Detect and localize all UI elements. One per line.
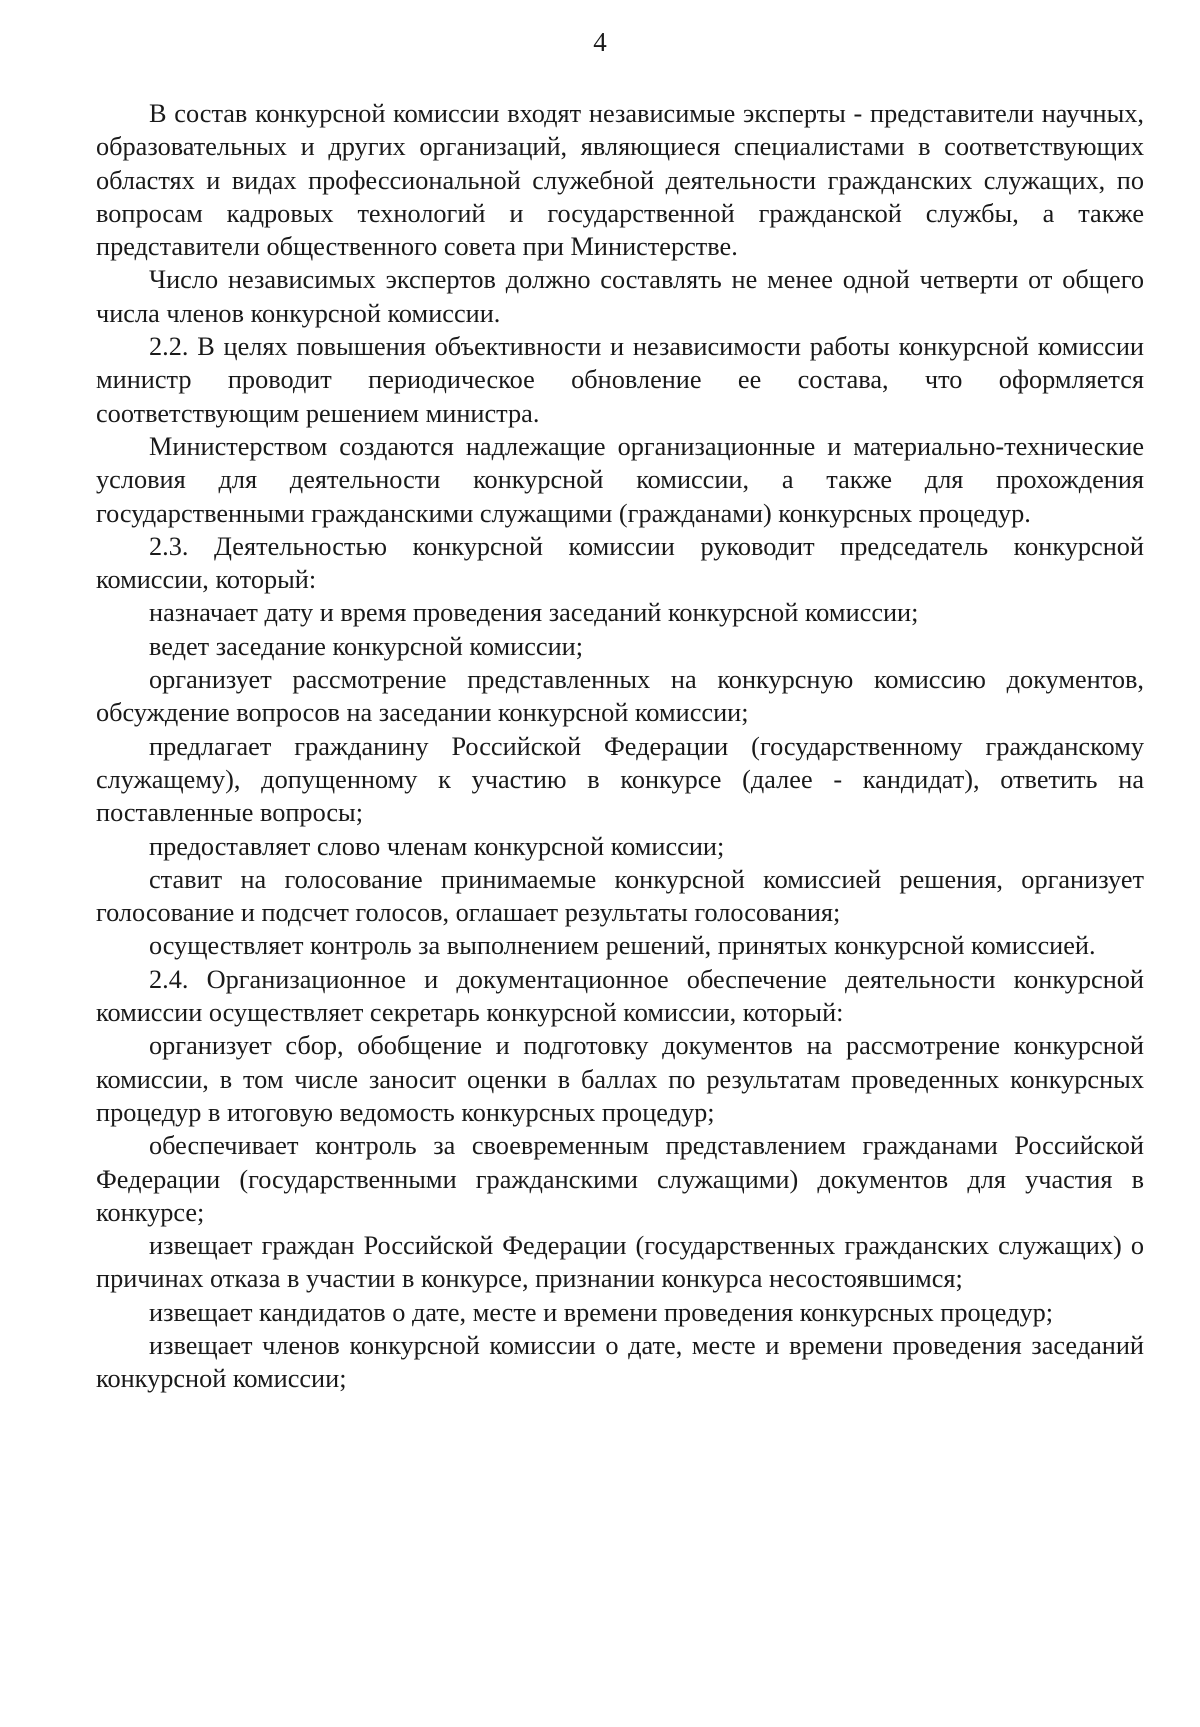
paragraph-2-3: 2.3. Деятельностью конкурсной комиссии руководит председатель конкурсной комиссии, который: bbox=[96, 531, 1144, 595]
paragraph-2-4: 2.4. Организационное и документационное обеспечение деятельности конкурсной комиссии осуществляет секретарь конкурсной комиссии, который: bbox=[96, 964, 1144, 1028]
list-item-secretary-candidates: извещает кандидатов о дате, месте и времени проведения конкурсных процедур; bbox=[149, 1297, 1054, 1327]
list-item-secretary-refusal: извещает граждан Российской Федерации (государственных гражданских служащих) о причинах отказа в участии в конкурсе, признании конкурса несостоявшимся; bbox=[96, 1231, 1144, 1294]
list-item-secretary-members: извещает членов конкурсной комиссии о дате, месте и времени проведения заседаний конкурсной комиссии; bbox=[96, 1330, 1144, 1394]
list-item-chairman-date: назначает дату и время проведения заседаний конкурсной комиссии; bbox=[149, 598, 919, 628]
list-item-secretary-documents: организует сбор, обобщение и подготовку документов на рассмотрение конкурсной комиссии, в том числе заносит оценки в баллах по результатам проведенных конкурсных процедур в итоговую ведомость конкурсных процедур; bbox=[96, 1031, 1144, 1127]
list-item-chairman-voting: ставит на голосование принимаемые конкурсной комиссией решения, организует голосование и подсчет голосов, оглашает результаты голосования; bbox=[96, 864, 1144, 928]
paragraph-experts-quota: Число независимых экспертов должно составлять не менее одной четверти от общего числа членов конкурсной комиссии. bbox=[96, 265, 1144, 328]
list-item-chairman-review: организует рассмотрение представленных на конкурсную комиссию документов, обсуждение вопросов на заседании конкурсной комиссии; bbox=[96, 665, 1144, 728]
list-item-chairman-control: осуществляет контроль за выполнением решений, принятых конкурсной комиссией. bbox=[149, 931, 1096, 961]
paragraph-2-2: 2.2. В целях повышения объективности и независимости работы конкурсной комиссии министр проводит периодическое обновление ее состава, что оформляется соответствующим решением министра. bbox=[96, 332, 1144, 428]
paragraph-ministry-conditions: Министерством создаются надлежащие организационные и материально-технические условия для деятельности конкурсной комиссии, а также для прохождения государственными гражданскими служащими (гражданами) конкурсных процедур. bbox=[96, 431, 1144, 528]
list-item-chairman-session: ведет заседание конкурсной комиссии; bbox=[149, 631, 584, 661]
list-item-chairman-questions: предлагает гражданину Российской Федерации (государственному гражданскому служащему), допущенному к участию в конкурсе (далее - кандидат), ответить на поставленные вопросы; bbox=[96, 731, 1144, 828]
document-body bbox=[96, 97, 1144, 1396]
list-item-chairman-floor: предоставляет слово членам конкурсной комиссии; bbox=[149, 831, 725, 861]
paragraph-composition-experts: В состав конкурсной комиссии входят независимые эксперты - представители научных, образовательных и других организаций, являющиеся специалистами в соответствующих областях и видах профессиональной служебной деятельности гражданских служащих, по вопросам кадровых технологий и государственной гражданской службы, а также представители общественного совета при Министерстве. bbox=[96, 99, 1144, 262]
list-item-secretary-control: обеспечивает контроль за своевременным представлением гражданами Российской Федерации (государственными гражданскими служащими) документов для участия в конкурсе; bbox=[96, 1131, 1144, 1227]
page-number: 4 bbox=[593, 27, 607, 57]
